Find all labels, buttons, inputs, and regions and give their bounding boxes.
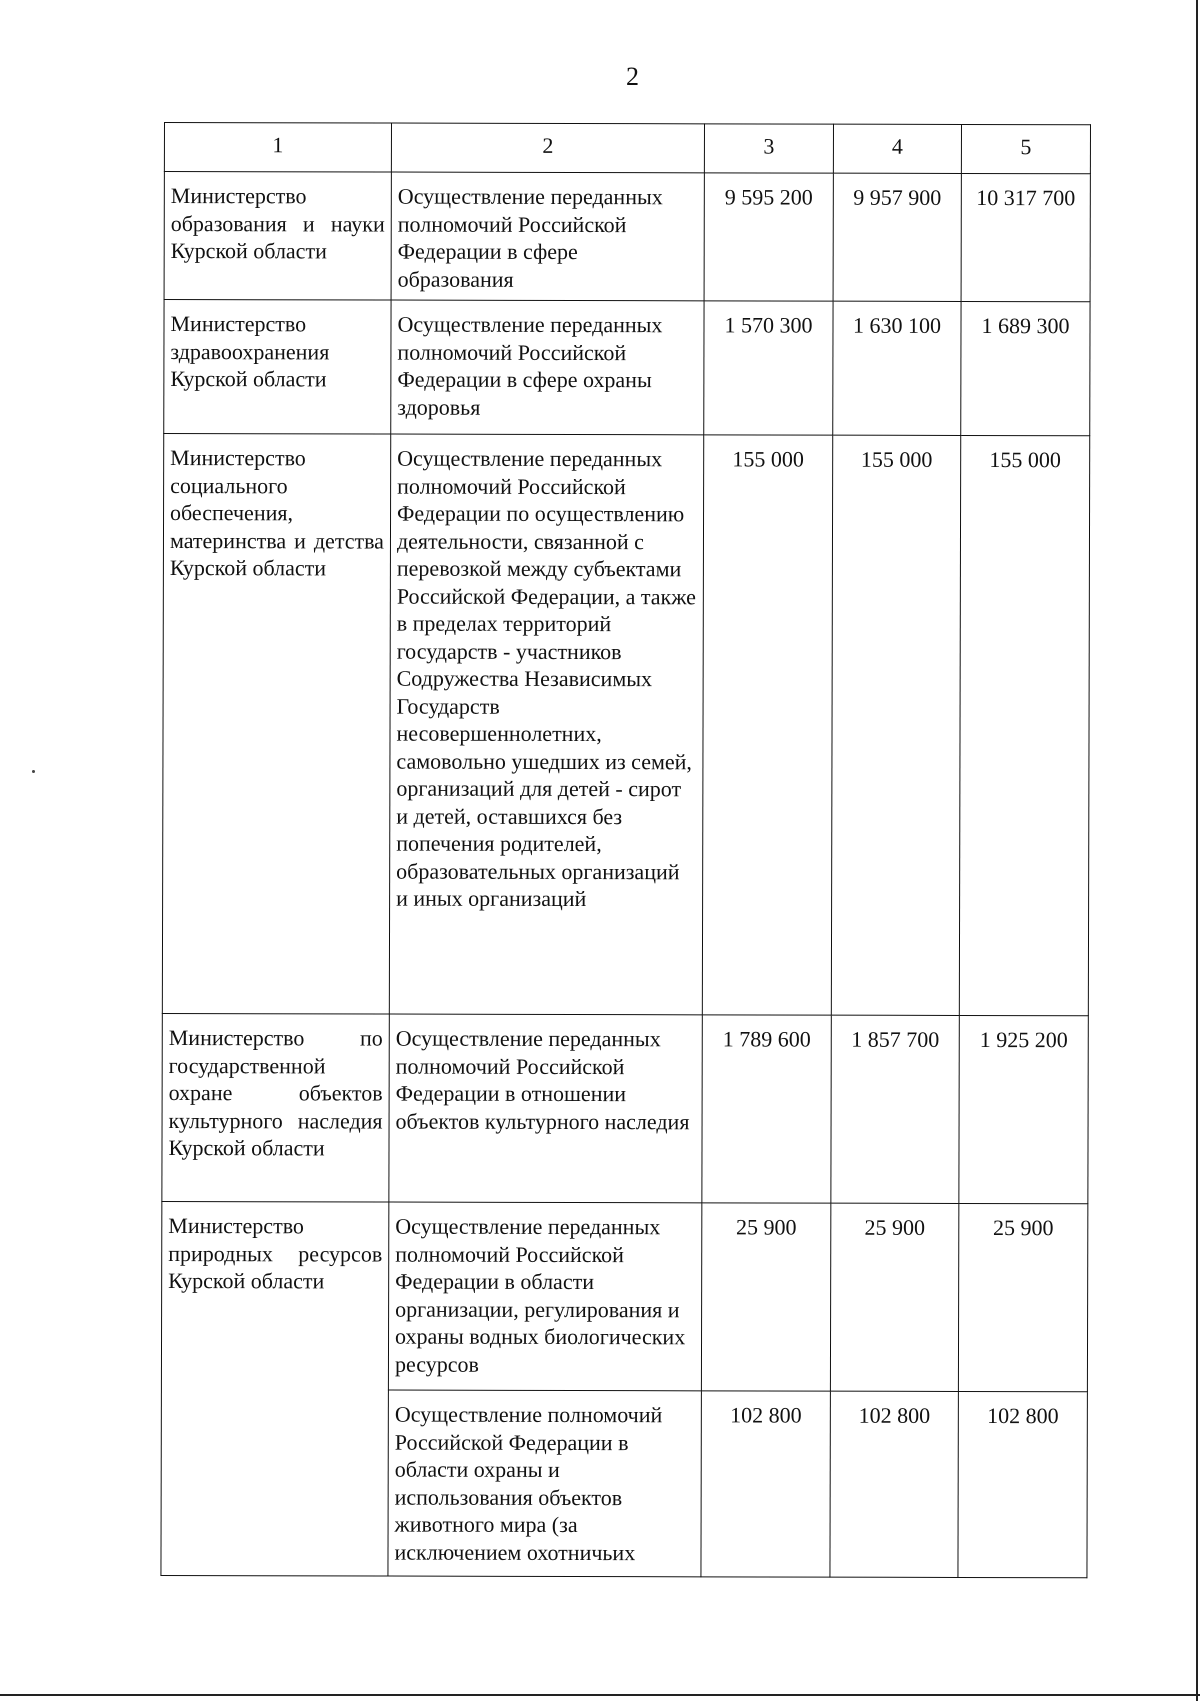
agency-cell: Министерство образования и науки Курской области [164, 172, 391, 301]
agency-cell: Министерство здравоохранения Курской области [164, 300, 391, 435]
amount-col5-cell: 1 925 200 [959, 1015, 1088, 1203]
amount-col3-cell: 25 900 [701, 1203, 830, 1391]
table-row [164, 300, 1090, 436]
table-row [164, 172, 1090, 302]
purpose-cell: Осуществление полномочий Российской Федерации в области охраны и использования объектов животного мира (за исключением охотничьих [388, 1390, 701, 1577]
column-header-5: 5 [961, 124, 1090, 173]
table-header-row [164, 123, 1090, 174]
page-edge-bottom [0, 1694, 1200, 1696]
column-header-1: 1 [164, 123, 391, 173]
amount-col4-cell: 25 900 [830, 1203, 958, 1391]
purpose-cell: Осуществление переданных полномочий Российской Федерации в сфере охраны здоровья [391, 300, 704, 435]
amount-col5-cell: 25 900 [958, 1203, 1087, 1391]
agency-cell: Министерство социального обеспечения, материнства и детства Курской области [162, 434, 390, 1015]
agency-cell: Министерство природных ресурсов Курской области [161, 1201, 389, 1576]
amount-col3-cell: 155 000 [702, 435, 832, 1015]
purpose-cell: Осуществление переданных полномочий Российской Федерации в отношении объектов культурного наследия [389, 1014, 702, 1203]
amount-col4-cell: 155 000 [831, 435, 960, 1015]
page-edge-right [1196, 0, 1198, 1701]
table-row [162, 434, 1089, 1016]
amount-col3-cell: 1 570 300 [704, 301, 833, 435]
amount-col4-cell: 102 800 [830, 1391, 958, 1577]
column-header-2: 2 [391, 123, 704, 173]
column-header-3: 3 [704, 124, 833, 173]
amount-col5-cell: 10 317 700 [961, 173, 1090, 301]
purpose-cell: Осуществление переданных полномочий Российской Федерации в сфере образования [391, 172, 704, 301]
amount-col4-cell: 9 957 900 [833, 173, 961, 301]
amount-col5-cell: 155 000 [959, 435, 1089, 1015]
amount-col4-cell: 1 630 100 [833, 301, 961, 435]
scan-speck [32, 770, 35, 773]
amount-col5-cell: 102 800 [958, 1391, 1087, 1577]
table-row [161, 1201, 1087, 1391]
column-header-4: 4 [833, 124, 961, 173]
purpose-cell: Осуществление переданных полномочий Российской Федерации по осуществлению деятельности, связанной с перевозкой между субъектами Российской Федерации, а также в пределах территорий государств - участников Содружества Независимых Государств несовершеннолетних, самовольно ушедших из семей, организаций для детей - сирот и детей, оставшихся без попечения родителей, образовательных организаций и иных организаций [389, 434, 703, 1015]
appropriations-table [160, 122, 1091, 1578]
amount-col3-cell: 102 800 [701, 1391, 830, 1577]
amount-col3-cell: 9 595 200 [704, 173, 833, 301]
amount-col5-cell: 1 689 300 [961, 301, 1090, 435]
amount-col3-cell: 1 789 600 [702, 1015, 831, 1203]
agency-cell: Министерство по государственной охране объектов культурного наследия Курской области [162, 1013, 389, 1202]
table-row [162, 1013, 1088, 1203]
page-number: 2 [626, 62, 639, 91]
purpose-cell: Осуществление переданных полномочий Российской Федерации в области организации, регулирования и охраны водных биологических ресурсов [388, 1202, 701, 1391]
amount-col4-cell: 1 857 700 [831, 1015, 959, 1203]
